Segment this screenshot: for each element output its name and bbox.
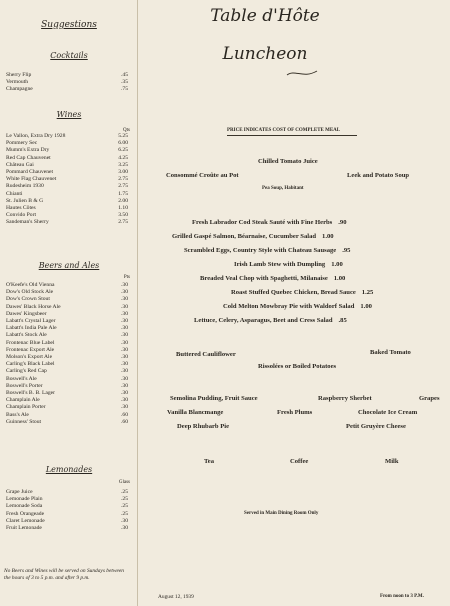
dessert-ice-cream: Chocolate Ice Cream [358,409,418,416]
drink-name: Labatt's Stock Ale [6,332,47,339]
drink-price: .30 [121,375,128,382]
service-hours: From noon to 3 P.M. [380,594,424,599]
drink-name: Carling's Red Cap [6,368,47,375]
drink-name: Lemonade Plain [6,496,43,503]
drink-row [6,390,132,397]
drink-price: .30 [121,361,128,368]
entree-price: .95 [342,247,351,254]
drink-row [6,140,132,147]
sunday-notice: No Beers and Wines will be served on Sundays between the hours of 3 to 5 p.m. and after 9 p.m. [4,568,124,581]
drink-name: Champagne [6,86,33,93]
drink-name: O'Keefe's Old Vienna [6,282,55,288]
drink-price: .30 [121,368,128,375]
drink-price: 3.00 [118,169,128,176]
drink-row [6,404,132,411]
drink-row [6,397,132,404]
drink-row [6,496,132,503]
drink-name: Convido Port [6,212,36,219]
entree-item [194,317,347,324]
drink-name: Dawes' Black Horse Ale [6,303,61,310]
price-note: PRICE INDICATES COST OF COMPLETE MEAL [227,128,341,133]
drink-price: .30 [121,346,128,353]
drink-price: .30 [121,332,128,339]
drink-price: .25 [121,489,128,495]
wines-heading: Wines [56,110,82,119]
soup-chilled-juice: Chilled Tomato Juice [258,158,318,165]
drink-row [6,347,132,354]
menu-date: August 12, 1939 [158,594,194,600]
drink-name: Guinness' Stout [6,418,42,425]
drink-row [6,325,132,332]
drink-row [6,282,132,289]
entree-name: Lettuce, Celery, Asparagus, Beet and Cress Salad [194,317,333,324]
soup-pea: Pea Soup, Habitant [262,186,304,191]
entree-name: Fresh Labrador Cod Steak Sauté with Fine Herbs [192,219,333,226]
drink-row [6,79,132,86]
drink-row [6,212,132,219]
drink-name: Labatt's India Pale Ale [6,325,57,332]
drink-price: .30 [121,517,128,524]
beverage-tea: Tea [204,458,215,465]
entree-name: Roast Stuffed Quebec Chicken, Bread Sauce [231,289,356,296]
drink-price: 2.75 [118,219,128,226]
drink-name: Dow's Crown Stout [6,296,50,303]
drink-name: Boswell's B. B. Lager [6,390,56,397]
drink-name: Sherry Flip [6,72,32,78]
drink-price: .30 [121,525,128,532]
entree-price: 1.00 [360,303,372,310]
drink-row [6,183,132,190]
drink-price: 1.10 [118,205,128,212]
entree-price: 1.25 [361,289,374,296]
drink-row [6,147,132,154]
entree-item [231,289,373,296]
dessert-blancmange: Vanilla Blancmange [167,409,224,416]
veg-potatoes: Rissolées or Boiled Potatoes [258,363,337,370]
drink-price: 2.00 [118,197,128,204]
drink-price: .30 [121,382,128,389]
drink-row [6,376,132,383]
drink-price: 3.25 [118,161,128,168]
drink-price: .30 [121,397,128,404]
drink-name: Rudesheim 1930 [6,183,44,190]
drink-row [6,525,132,532]
drink-row [6,198,132,205]
drink-name: Vermouth [6,79,29,86]
cocktails-list [6,72,132,94]
drink-name: Claret Lemonade [6,517,45,524]
drink-name: Champlain Ale [6,397,40,404]
drink-price: .25 [121,510,128,517]
drink-row [6,219,132,226]
drink-price: .60 [121,411,128,418]
drink-name: Frontenac Blue Label [6,339,55,346]
drink-price: .25 [121,496,128,503]
entree-name: Breaded Veal Chop with Spaghetti, Milanaise [200,275,328,282]
drink-name: Chianti [6,190,23,197]
entree-price: 1.00 [322,233,334,240]
drink-row [6,311,132,318]
served-note: Served in Main Dining Room Only [244,511,319,516]
drink-price: .75 [121,86,128,93]
drink-name: Sandeman's Sherry [6,219,49,226]
drink-row [6,72,132,79]
drink-price: .30 [121,303,128,310]
drink-row [6,304,132,311]
entree-item [200,275,345,282]
drink-price: .30 [121,296,128,303]
cocktails-heading: Cocktails [50,51,88,60]
drink-name: Lemonade Soda [6,503,43,510]
drink-name: Fruit Lemonade [6,525,42,532]
veg-cauliflower: Buttered Cauliflower [176,351,236,358]
drink-name: Fresh Orangeade [6,510,45,517]
drink-price: .25 [121,503,128,510]
lemonades-heading: Lemonades [45,465,93,474]
entree-item [172,233,334,240]
drink-price: .30 [121,318,128,325]
drink-row [6,511,132,518]
menu-title: Table d'Hôte [210,6,320,26]
drink-name: Pommard Chauvenet [6,169,54,176]
drink-row [6,340,132,347]
entree-price: 1.00 [333,275,346,282]
dessert-semolina: Semolina Pudding, Fruit Sauce [170,395,258,402]
entree-price: .85 [338,317,347,324]
drink-price: .30 [121,310,128,317]
veg-baked-tomato: Baked Tomato [370,349,411,356]
drink-name: White Flag Chauvenet [6,176,57,183]
drink-name: Grape Juice [6,489,33,495]
entree-item [184,247,350,254]
drink-name: Mumm's Extra Dry [6,147,50,154]
beers-heading: Beers and Ales [38,261,100,270]
drink-price: .60 [121,418,128,425]
lemonades-list [6,489,132,532]
drink-row [6,518,132,525]
dessert-rhubarb-pie: Deep Rhubarb Pie [177,423,230,430]
beers-list [6,282,132,426]
entree-item [223,303,372,310]
drink-price: 6.25 [118,147,128,154]
drink-row [6,86,132,93]
suggestions-heading: Suggestions [41,20,97,30]
lemonades-unit: Glass [118,480,130,485]
column-divider [137,0,138,606]
price-note-rule [227,135,357,136]
drink-price: .30 [121,325,128,332]
beers-unit: Pts [123,275,130,280]
drink-name: St. Julien B & G [6,197,44,204]
drink-price: 2.75 [118,176,128,183]
dessert-sherbet: Raspberry Sherbet [318,395,372,402]
soup-consomme: Consommé Croûte au Pot [166,172,239,179]
drink-name: Château Gai [6,161,34,168]
drink-row [6,368,132,375]
dessert-plums: Fresh Plums [277,409,313,416]
dessert-grapes: Grapes [419,395,440,402]
drink-price: 1.75 [118,190,128,197]
drink-row [6,332,132,339]
drink-row [6,155,132,162]
drink-name: Labatt's Crystal Lager [6,318,56,325]
drink-price: .45 [121,72,128,78]
drink-name: Boswell's Porter [6,382,43,389]
drink-row [6,176,132,183]
drink-name: Le Vallon, Extra Dry 1928 [6,133,66,139]
soup-leek-potato: Leek and Potato Soup [347,172,410,179]
drink-row [6,412,132,419]
drink-price: 4.25 [118,154,128,161]
drink-name: Molson's Export Ale [6,354,53,361]
entree-price: .90 [338,219,347,226]
drink-row [6,289,132,296]
drink-row [6,169,132,176]
wines-list [6,133,132,227]
drink-price: .30 [121,339,128,346]
drink-row [6,191,132,198]
drink-name: Dow's Old Stock Ale [6,289,54,296]
entree-price: 1.00 [331,261,343,268]
entree-item [234,261,343,268]
drink-name: Carling's Black Label [6,361,55,368]
entree-name: Scrambled Eggs, Country Style with Chateau Sausage [184,247,337,254]
drink-price: .30 [121,282,128,288]
wines-unit: Qts [123,128,130,133]
drink-price: .30 [121,354,128,361]
drink-price: 5.25 [118,133,128,139]
drink-name: Dawes' Kingsbeer [6,310,47,317]
drink-row [6,489,132,496]
drink-row [6,503,132,510]
drink-name: Bass's Ale [6,411,29,418]
drink-row [6,419,132,426]
menu-subtitle: Luncheon [222,44,308,64]
drink-name: Champlain Porter [6,404,46,411]
drink-row [6,296,132,303]
drink-row [6,162,132,169]
drink-name: Frontenac Export Ale [6,346,55,353]
drink-row [6,205,132,212]
drink-price: 6.00 [118,140,128,147]
dessert-gruyere: Petit Gruyère Cheese [346,423,406,430]
entree-name: Grilled Gaspé Salmon, Béarnaise, Cucumber Salad [172,233,317,240]
beverage-coffee: Coffee [290,458,309,465]
entree-name: Irish Lamb Stew with Dumpling [234,261,326,268]
drink-row [6,354,132,361]
drink-name: Hautes Côtes [6,205,36,212]
drink-price: 2.75 [118,183,128,190]
drink-row [6,133,132,140]
drink-row [6,318,132,325]
drink-price: .30 [121,289,128,296]
drink-name: Red Cap Chauvenet [6,154,51,161]
entree-item [192,219,347,226]
drink-price: .30 [121,390,128,397]
beverage-milk: Milk [385,458,399,465]
drink-price: 3.50 [118,212,128,219]
drink-row [6,361,132,368]
drink-price: .30 [121,404,128,411]
drink-name: Pommery Sec [6,140,38,147]
drink-price: .35 [121,79,128,86]
drink-row [6,383,132,390]
drink-name: Boswell's Ale [6,375,37,382]
flourish-ornament [285,67,319,79]
entree-name: Cold Melton Mowbray Pie with Waldorf Salad [223,303,355,310]
